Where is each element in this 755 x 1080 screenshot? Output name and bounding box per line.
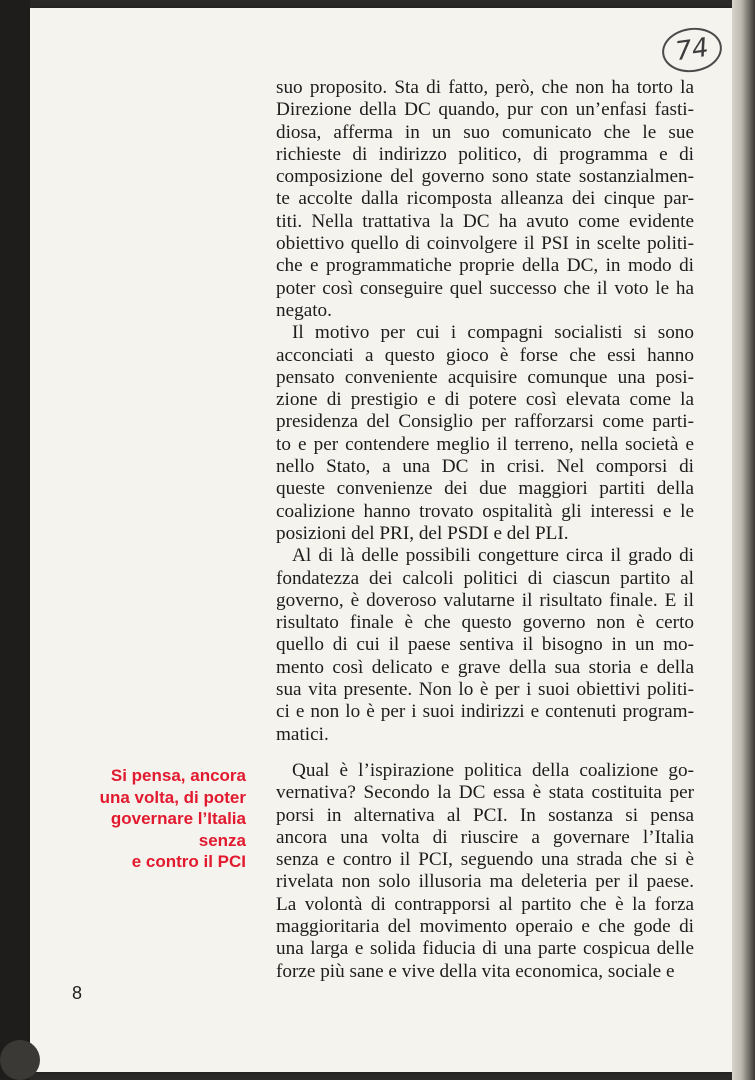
text-line: pensato conveniente acquisire comunque una posi-	[276, 366, 694, 388]
text-line: acconciati a questo gioco è forse che essi hanno	[276, 344, 694, 366]
text-line: fondatezza dei calcoli politici di ciascun partito al	[276, 567, 694, 589]
page-fold-edge	[732, 0, 755, 1080]
text-line: composizione del governo sono state sostanzialmen-	[276, 166, 694, 188]
text-line: poter così conseguire quel successo che il voto le ha	[276, 277, 694, 299]
text-line: vernativa? Secondo la DC essa è stata costituita per	[276, 782, 694, 804]
text-line: forze più sane e vive della vita economica, sociale e	[276, 960, 675, 982]
text-line: maggioritaria del movimento operaio e che gode di	[276, 916, 694, 938]
text-line: che e programmatiche proprie della DC, in modo di	[276, 255, 694, 277]
margin-note-line: senza	[198, 830, 246, 850]
text-line: te accolte dalla ricomposta alleanza dei cinque par-	[276, 188, 694, 210]
margin-note-line: e contro il PCI	[131, 852, 246, 871]
text-line: sua vita presente. Non lo è per i suoi obiettivi politi-	[276, 679, 694, 701]
scan-watermark-logo	[0, 1040, 40, 1080]
text-line: negato.	[276, 299, 332, 321]
text-line: quello di cui il paese sentiva il bisogno in un mo-	[276, 634, 694, 656]
text-line: nello Stato, a una DC in crisi. Nel comporsi di	[276, 456, 694, 478]
text-line: Al di là delle possibili congetture circa il grado di	[292, 545, 694, 567]
margin-note-red	[70, 765, 246, 873]
text-line: governo, è doveroso valutarne il risultato finale. E il	[276, 589, 694, 611]
paragraph-3	[276, 545, 694, 746]
text-line: ci e non lo è per i suoi indirizzi e contenuti program-	[276, 701, 694, 723]
scan-edge-left	[0, 0, 30, 1080]
text-line: matici.	[276, 723, 329, 745]
text-line: Direzione della DC quando, pur con un’enfasi fasti-	[276, 99, 694, 121]
text-line: posizioni del PRI, del PSDI e del PLI.	[276, 522, 569, 544]
margin-note-line: una volta, di poter	[99, 787, 246, 807]
paragraph-1	[276, 77, 694, 322]
text-line: ancora una volta di riuscire a governare l’Italia	[276, 826, 694, 848]
handwritten-folio-number: 74	[659, 24, 725, 76]
text-line: zione di prestigio e di potere così elevata come la	[276, 389, 694, 411]
margin-note-line: Si pensa, ancora	[110, 766, 246, 785]
text-line: to e per contendere meglio il terreno, nella società e	[276, 433, 694, 455]
text-line: suo proposito. Sta di fatto, però, che non ha torto la	[276, 77, 694, 98]
body-text-lower	[276, 760, 694, 983]
text-line: senza e contro il PCI, seguendo una strada che si è	[276, 849, 694, 871]
text-line: risultato finale è che questo governo non è certo	[276, 612, 694, 634]
text-line: rivelata non solo illusoria ma deleteria per il paese.	[276, 871, 694, 893]
text-line: queste convenienze dei due maggiori partiti della	[276, 478, 694, 500]
margin-note-line: governare l’Italia	[110, 809, 246, 828]
text-line: Qual è l’ispirazione politica della coalizione go-	[292, 760, 694, 781]
paragraph-4	[276, 760, 694, 983]
text-line: Il motivo per cui i compagni socialisti si sono	[292, 322, 694, 344]
text-line: coalizione hanno trovato ospitalità gli interessi e le	[276, 500, 694, 522]
text-line: una larga e solida fiducia di una parte cospicua delle	[276, 938, 694, 960]
body-text-upper	[276, 77, 694, 746]
text-line: presidenza del Consiglio per rafforzarsi come parti-	[276, 411, 694, 433]
text-line: titi. Nella trattativa la DC ha avuto come evidente	[276, 210, 694, 232]
paragraph-2	[276, 322, 694, 545]
text-line: obiettivo quello di coinvolgere il PSI in scelte politi-	[276, 233, 694, 255]
page-number: 8	[72, 983, 83, 1003]
text-line: richieste di indirizzo politico, di programma e di	[276, 143, 694, 165]
text-line: mento così delicato e grave della sua storia e della	[276, 656, 694, 678]
text-line: diosa, afferma in un suo comunicato che le sue	[276, 121, 694, 143]
text-line: La volontà di contrapporsi al partito che è la forza	[276, 893, 694, 915]
text-line: porsi in alternativa al PCI. In sostanza si pensa	[276, 804, 694, 826]
